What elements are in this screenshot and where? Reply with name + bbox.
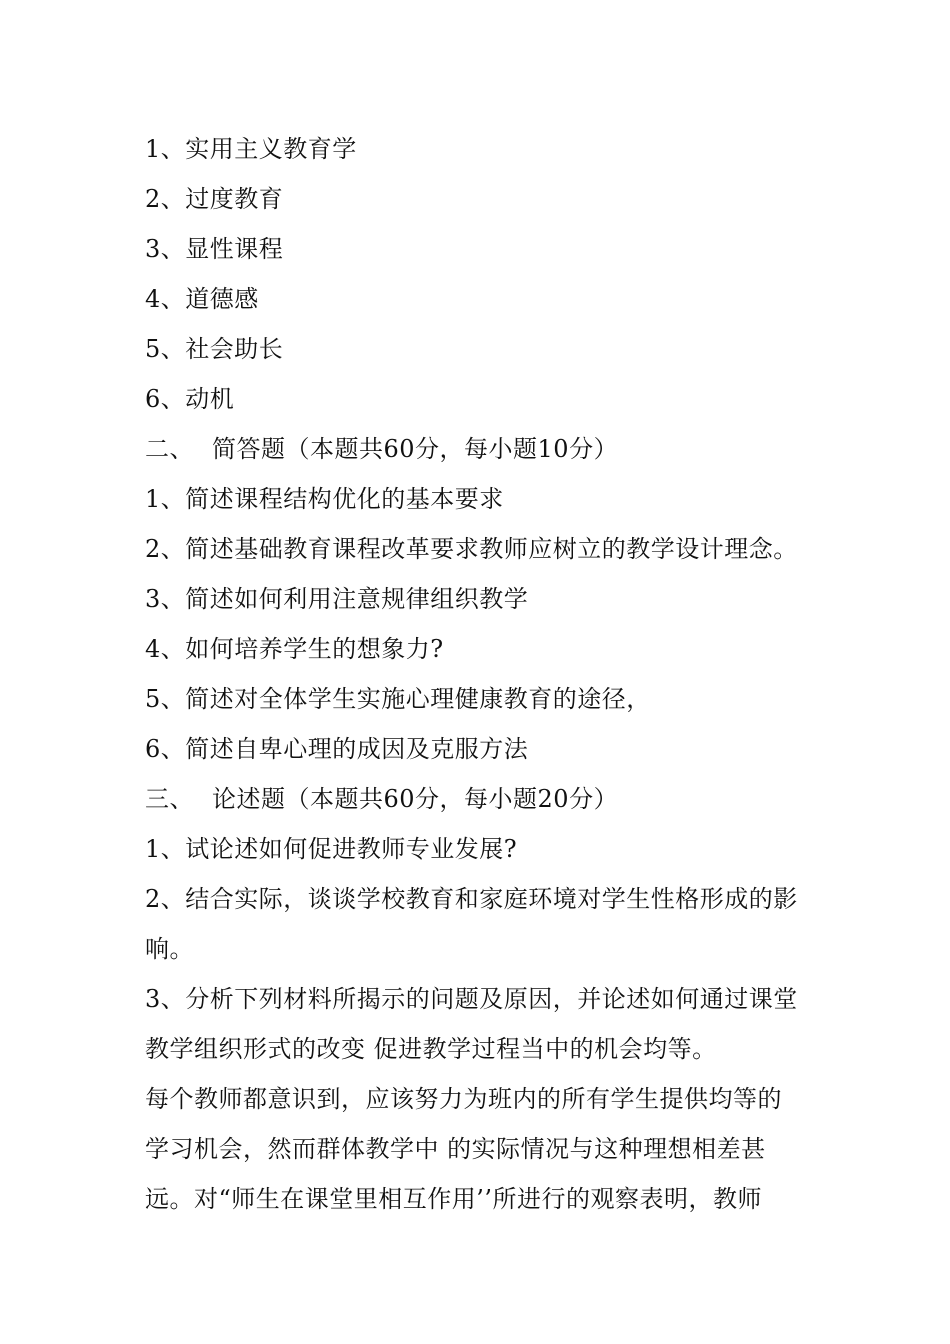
material-paragraph-line: 远。对“师生在课堂里相互作用’’所进行的观察表明，教师 — [145, 1185, 763, 1213]
term-item: 2、过度教育 — [145, 185, 284, 213]
section-title: 简答题（本题共60分，每小题10分） — [212, 435, 619, 463]
question-item: 1、试论述如何促进教师专业发展? — [145, 835, 518, 863]
term-item: 3、显性课程 — [145, 235, 284, 263]
section-number: 二、 — [145, 435, 194, 463]
term-item: 4、道德感 — [145, 285, 259, 313]
question-item: 3、简述如何利用注意规律组织教学 — [145, 585, 529, 613]
section-number: 三、 — [145, 785, 194, 813]
section-title: 论述题（本题共60分，每小题20分） — [212, 785, 619, 813]
material-paragraph-line: 学习机会，然而群体教学中 的实际情况与这种理想相差甚 — [145, 1135, 766, 1163]
question-item: 5、简述对全体学生实施心理健康教育的途径， — [145, 685, 651, 713]
term-item: 1、实用主义教育学 — [145, 135, 357, 163]
section-heading-short-answer — [145, 424, 815, 474]
question-item: 6、简述自卑心理的成因及克服方法 — [145, 735, 529, 763]
question-item-continued: 响。 — [145, 935, 194, 963]
question-item: 2、简述基础教育课程改革要求教师应树立的教学设计理念。 — [145, 535, 798, 563]
section-heading-essay — [145, 774, 815, 824]
question-item-continued: 教学组织形式的改变 促进教学过程当中的机会均等。 — [145, 1035, 717, 1063]
question-item: 4、如何培养学生的想象力? — [145, 635, 444, 663]
question-item: 3、分析下列材料所揭示的问题及原因，并论述如何通过课堂 — [145, 985, 798, 1013]
term-item: 6、动机 — [145, 385, 235, 413]
question-item: 2、结合实际，谈谈学校教育和家庭环境对学生性格形成的影 — [145, 885, 798, 913]
material-paragraph-line: 每个教师都意识到，应该努力为班内的所有学生提供均等的 — [145, 1085, 782, 1113]
question-item: 1、简述课程结构优化的基本要求 — [145, 485, 504, 513]
document-page — [145, 124, 815, 1224]
term-item: 5、社会助长 — [145, 335, 284, 363]
